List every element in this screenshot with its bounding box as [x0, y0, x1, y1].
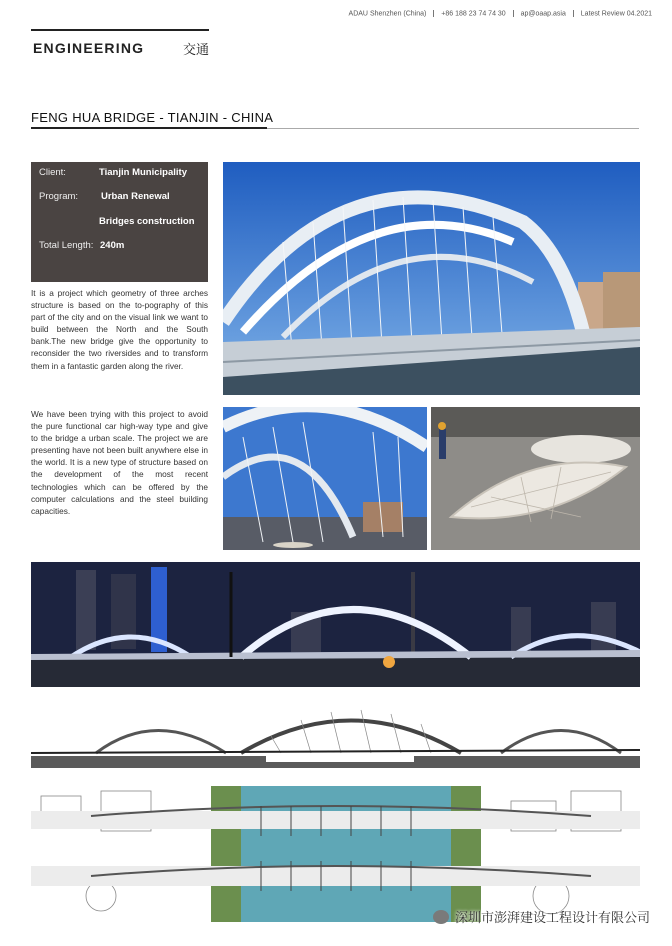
program-row: [39, 191, 78, 202]
bridge-elevation-drawing: [31, 698, 640, 770]
company-city: Shenzhen (China): [369, 10, 427, 18]
watermark-text: 深圳市澎湃建设工程设计有限公司: [454, 911, 650, 926]
wechat-icon: [433, 910, 449, 924]
description-paragraph-1: It is a project which geometry of three arches structure is based on the to-pography of this part of the city and on the visual link we want to build between the North and the South bank.The new bridge give the opportunity to reconsider the two riversides and to transform them in a fantastic garden along the river.: [31, 288, 208, 371]
project-title: FENG HUA BRIDGE - TIANJIN - CHINA: [31, 110, 274, 125]
bridge-photo-deck: [223, 407, 427, 550]
company-name: ADAU: [348, 10, 368, 18]
project-info-box: [31, 162, 208, 282]
bridge-photo-construction: [431, 407, 640, 550]
length-value: 240m: [100, 240, 125, 251]
company-email[interactable]: ap@oaap.asia: [520, 10, 566, 18]
client-label: Client:: [39, 167, 66, 178]
client-row: [39, 167, 66, 178]
section-title: ENGINEERING: [33, 40, 145, 56]
review-date: Latest Review 04.2021: [580, 10, 652, 18]
wechat-watermark: [433, 907, 650, 926]
header-rule: [31, 29, 209, 31]
length-label: Total Length:: [39, 240, 94, 251]
client-value: Tianjin Municipality: [99, 167, 187, 178]
program-label: Program:: [39, 191, 79, 202]
length-row: [39, 240, 93, 251]
bridge-plan-drawing: [31, 786, 640, 922]
program-value-1: Urban Renewal: [101, 191, 170, 202]
bridge-photo-night: [31, 562, 640, 687]
contact-bar: [349, 10, 652, 17]
bridge-photo-main: [223, 162, 640, 395]
program-value-2: Bridges construction: [99, 216, 195, 227]
section-title-cn: 交通: [183, 43, 210, 58]
company-phone: +86 188 23 74 74 30: [441, 10, 506, 18]
title-rule-accent: [31, 127, 267, 129]
description-paragraph-2: We have been trying with this project to avoid the pure functional car high-way type and give to the bridge a urban scale. The project we are presenting have not been built anywhere else in the world. It is a new type of structure based on the development of the most recent technologies which can be offered by the computer calculations and the steel building capacities.: [31, 409, 208, 516]
